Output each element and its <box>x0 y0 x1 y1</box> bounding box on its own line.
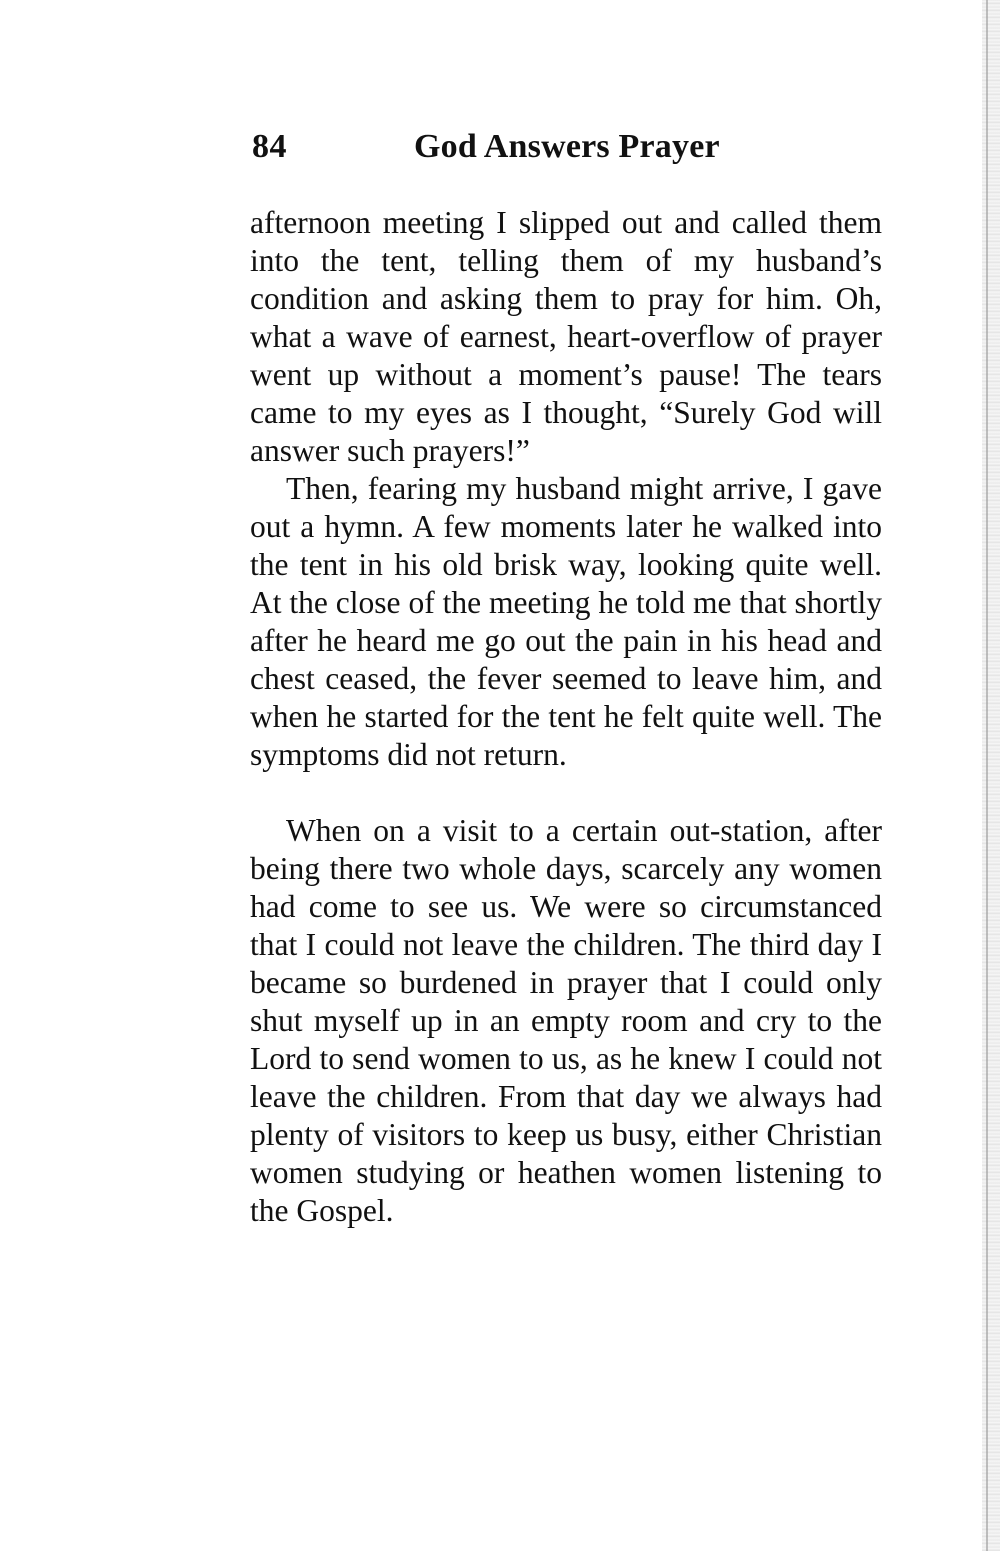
page-edge-line <box>986 0 988 1551</box>
running-title: God Answers Prayer <box>414 128 720 165</box>
body-text <box>250 204 882 1230</box>
page-header <box>252 128 884 178</box>
page-number: 84 <box>252 128 287 165</box>
paragraph-hymn: Then, fearing my husband might arrive, I gave out a hymn. A few moments later he walked into the tent in his old brisk way, looking quite well. At the close of the meeting he told me that shortly after he heard me go out the pain in his head and chest ceased, the fever seemed to leave him, and when he started for the tent he felt quite well. The symptoms did not return. <box>250 471 882 772</box>
paragraph-out-station: When on a visit to a certain out-station, after being there two whole days, scarcely any women had come to see us. We were so circumstanced that I could not leave the children. The third day I became so burdened in prayer that I could only shut myself up in an empty room and cry to the Lord to send women to us, as he knew I could not leave the children. From that day we always had plenty of visitors to keep us busy, either Christian women studying or heathen women listening to the Gospel. <box>250 813 882 1228</box>
paragraph-continued: afternoon meeting I slipped out and called them into the tent, telling them of my husband’s condition and asking them to pray for him. Oh, what a wave of earnest, heart-overflow of prayer went up without a moment’s pause! The tears came to my eyes as I thought, “Surely God will answer such prayers!” <box>250 205 882 468</box>
page-edge-shadow <box>982 0 1000 1551</box>
